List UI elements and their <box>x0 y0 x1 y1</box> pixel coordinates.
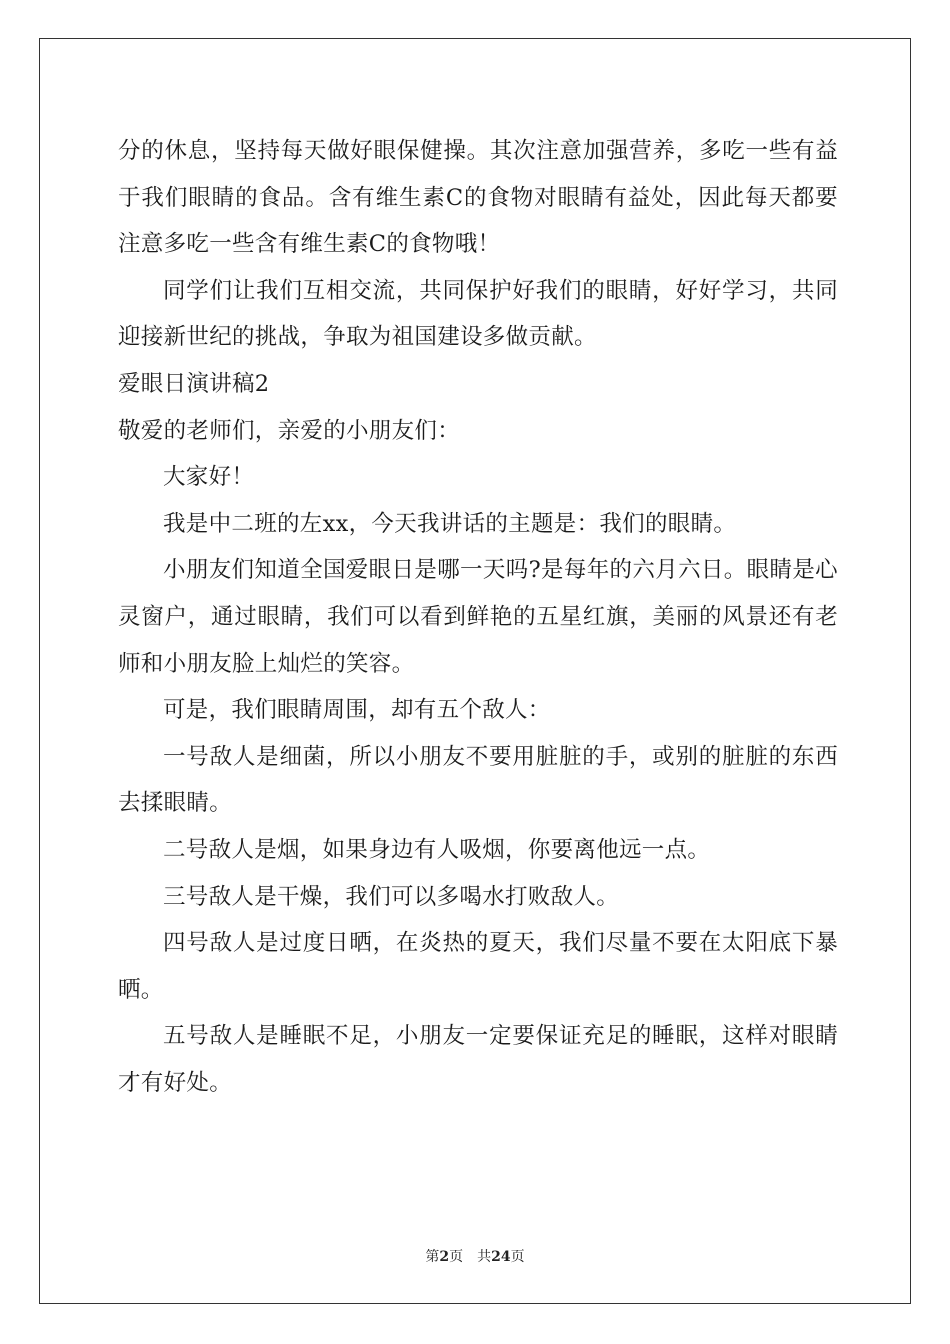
total-pages: 24 <box>491 1249 511 1265</box>
document-body <box>118 128 838 1106</box>
page-footer <box>0 1246 950 1266</box>
paragraph: 小朋友们知道全国爱眼日是哪一天吗?是每年的六月六日。眼睛是心灵窗户，通过眼睛，我们可以看到鲜艳的五星红旗，美丽的风景还有老师和小朋友脸上灿烂的笑容。 <box>118 557 838 677</box>
paragraph: 同学们让我们互相交流，共同保护好我们的眼睛，好好学习，共同迎接新世纪的挑战，争取为祖国建设多做贡献。 <box>118 277 838 351</box>
total-prefix: 共 <box>477 1249 492 1265</box>
paragraph: 三号敌人是干燥，我们可以多喝水打败敌人。 <box>163 883 620 910</box>
total-suffix: 页 <box>510 1249 525 1265</box>
paragraph: 大家好！ <box>163 464 255 491</box>
paragraph: 分的休息，坚持每天做好眼保健操。其次注意加强营养，多吃一些有益于我们眼睛的食品。含有维生素C的食物对眼睛有益处，因此每天都要注意多吃一些含有维生素C的食物哦！ <box>118 138 838 258</box>
salutation: 敬爱的老师们，亲爱的小朋友们： <box>118 417 461 444</box>
page-number: 2 <box>439 1249 450 1265</box>
paragraph: 二号敌人是烟，如果身边有人吸烟，你要离他远一点。 <box>163 836 711 863</box>
paragraph: 我是中二班的左xx，今天我讲话的主题是：我们的眼睛。 <box>163 510 737 537</box>
section-heading: 爱眼日演讲稿2 <box>118 370 270 397</box>
page-prefix: 第 <box>425 1249 440 1265</box>
paragraph: 五号敌人是睡眠不足，小朋友一定要保证充足的睡眠，这样对眼睛才有好处。 <box>118 1023 838 1096</box>
paragraph: 可是，我们眼睛周围，却有五个敌人： <box>163 697 551 724</box>
page-suffix: 页 <box>449 1249 464 1265</box>
paragraph: 一号敌人是细菌，所以小朋友不要用脏脏的手，或别的脏脏的东西去揉眼睛。 <box>118 743 838 817</box>
paragraph: 四号敌人是过度日晒，在炎热的夏天，我们尽量不要在太阳底下暴晒。 <box>118 930 838 1003</box>
